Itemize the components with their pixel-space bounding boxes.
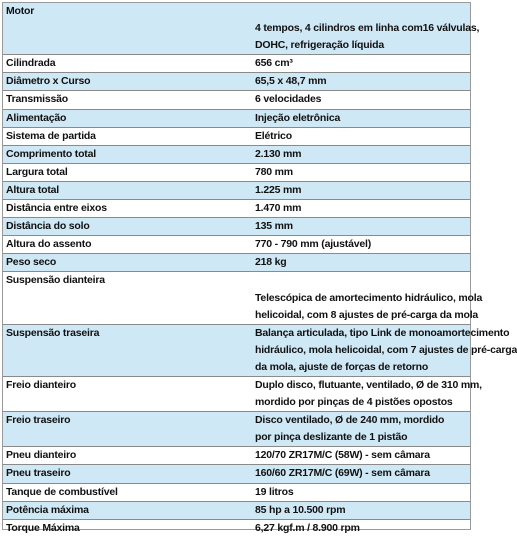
spec-value [234,55,470,73]
spec-label: Alimentação [3,109,234,127]
spec-label: Suspensão traseira [3,324,234,376]
spec-row [3,465,470,483]
spec-label: Freio dianteiro [3,376,234,411]
specs-table-body [3,3,517,537]
spec-row [3,272,470,324]
spec-label: Comprimento total [3,145,234,163]
spec-row [3,109,470,127]
spec-value [234,324,517,376]
spec-value-line: DOHC, refrigeração líquida [255,39,384,52]
spec-value-line: 2.130 mm [255,147,302,160]
spec-row [3,254,470,272]
spec-value [234,254,470,272]
spec-value [234,272,483,324]
spec-value-line: 1.470 mm [255,202,302,215]
spec-value-line: hidráulico, mola helicoidal, com 7 ajustes de pré-carga [255,343,517,356]
spec-value [234,3,480,55]
spec-row [3,236,470,254]
spec-value-line: 19 litros [255,485,294,498]
spec-value [234,519,470,537]
spec-value-line: 780 mm [255,165,293,178]
spec-value-line [255,3,470,20]
spec-value [234,501,470,519]
spec-value-line: 65,5 x 48,7 mm [255,75,327,88]
spec-value-line: 135 mm [255,220,293,233]
spec-value [234,127,470,145]
spec-value-line: Balança articulada, tipo Link de monoamortecimento [255,326,510,339]
spec-value [234,447,470,465]
spec-value-line: Telescópica de amortecimento hidráulico, mola [255,291,483,304]
spec-row [3,3,470,55]
spec-row [3,412,470,447]
spec-row [3,73,470,91]
spec-label: Pneu dianteiro [3,447,234,465]
spec-value-line: Elétrico [255,129,292,142]
spec-value [234,412,470,447]
spec-label: Suspensão dianteira [3,272,234,324]
spec-value-line: mordido por pinças de 4 pistões opostos [255,396,453,409]
spec-value-line: 85 hp a 10.500 rpm [255,503,346,516]
spec-row [3,376,470,411]
spec-value [234,181,470,199]
spec-value-line [255,272,470,289]
spec-label: Pneu traseiro [3,465,234,483]
spec-row [3,519,470,537]
spec-label: Peso seco [3,254,234,272]
spec-label: Distância do solo [3,218,234,236]
spec-row [3,501,470,519]
spec-value-line: 160/60 ZR17M/C (69W) - sem câmara [255,467,430,480]
spec-row [3,483,470,501]
spec-label: Tanque de combustível [3,483,234,501]
spec-value-line: 770 - 790 mm (ajustável) [255,238,372,251]
spec-label: Motor [3,3,234,55]
spec-value [234,91,470,109]
spec-label: Cilindrada [3,55,234,73]
spec-value-line: 218 kg [255,256,287,269]
spec-value [234,218,470,236]
spec-value-line: Duplo disco, flutuante, ventilado, Ø de 310 mm, [255,378,482,391]
spec-label: Altura do assento [3,236,234,254]
spec-row [3,447,470,465]
spec-row [3,181,470,199]
spec-value-line: 6 velocidades [255,93,322,106]
spec-row [3,163,470,181]
spec-value-line: 6,27 kgf.m / 8.900 rpm [255,521,360,534]
spec-label: Diâmetro x Curso [3,73,234,91]
spec-value [234,200,470,218]
spec-value [234,236,470,254]
spec-label: Transmissão [3,91,234,109]
spec-value [234,145,470,163]
spec-row [3,200,470,218]
spec-row [3,91,470,109]
spec-label: Distância entre eixos [3,200,234,218]
spec-value-line: por pinça deslizante de 1 pistão [255,431,408,444]
spec-label: Sistema de partida [3,127,234,145]
spec-row [3,324,470,376]
spec-value-line: 4 tempos, 4 cilindros em linha com16 válvulas, [255,22,480,35]
spec-row [3,55,470,73]
specs-table [3,3,517,537]
spec-value-line: Disco ventilado, Ø de 240 mm, mordido [255,414,445,427]
spec-value [234,73,470,91]
spec-row [3,145,470,163]
spec-row [3,127,470,145]
spec-value-line: Injeção eletrônica [255,111,341,124]
spec-value [234,483,470,501]
spec-value-line: helicoidal, com 8 ajustes de pré-carga da mola [255,308,479,321]
spec-row [3,218,470,236]
spec-value-line: 656 cm³ [255,57,293,70]
spec-value [234,163,470,181]
spec-value-line: da mola, ajuste de forças de retorno [255,360,429,373]
spec-label: Largura total [3,163,234,181]
specs-sheet [2,2,517,534]
spec-value-line: 120/70 ZR17M/C (58W) - sem câmara [255,449,430,462]
spec-value [234,109,470,127]
spec-label: Altura total [3,181,234,199]
spec-label: Potência máxima [3,501,234,519]
spec-label: Torque Máxima [6,521,80,534]
spec-value [234,376,482,411]
spec-value [234,465,470,483]
spec-value-line: 1.225 mm [255,183,302,196]
spec-label: Freio traseiro [3,412,234,447]
